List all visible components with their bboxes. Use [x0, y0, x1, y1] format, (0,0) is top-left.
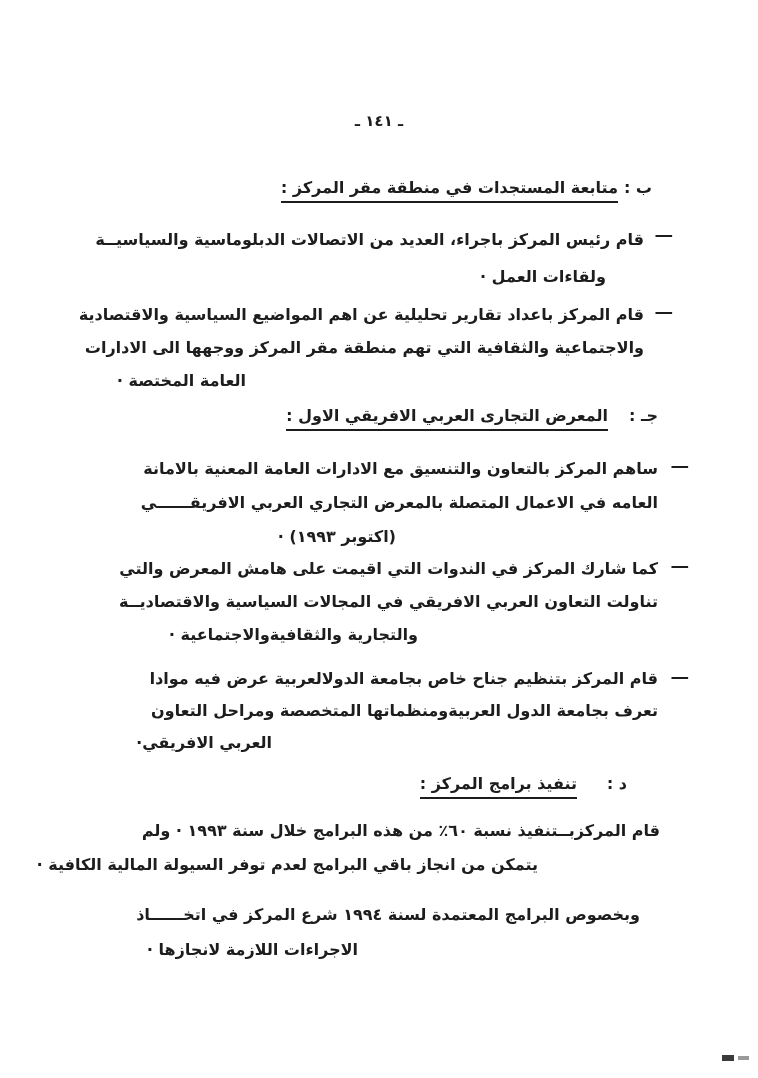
text-line: (اكتوبر ١٩٩٣) · — [277, 527, 396, 546]
section-j-title: المعرض التجارى العربي الافريقي الاول : — [286, 406, 608, 431]
text-line: الاجراءات اللازمة لانجازها · — [146, 940, 358, 959]
text-line: ساهم المركز بالتعاون والتنسيق مع الادارات العامة المعنية بالامانة — [143, 459, 658, 478]
section-j-marker: جـ : — [629, 406, 658, 425]
text-line: تناولت التعاون العربي الافريقي في المجالات السياسية والاقتصاديــة — [119, 592, 658, 611]
paragraph — [37, 814, 660, 882]
bullet-item — [136, 663, 688, 759]
bullet-dash: ـــ — [655, 222, 672, 241]
scan-artifact — [722, 1055, 752, 1063]
bullet-item — [119, 552, 688, 651]
text-line: ولقاءات العمل · — [480, 267, 606, 286]
section-d-marker: د : — [606, 774, 627, 793]
bullet-dash: ـــ — [671, 664, 688, 683]
scan-artifact-mark — [738, 1056, 749, 1060]
paragraph — [136, 897, 640, 967]
bullet-item — [79, 298, 672, 397]
section-b-marker: ب : — [623, 178, 652, 197]
text-line: كما شارك المركز في الندوات التي اقيمت على هامش المعرض والتي — [119, 559, 658, 578]
bullet-dash: ـــ — [655, 299, 672, 318]
bullet-dash: ـــ — [671, 553, 688, 572]
text-line: العربي الافريقي· — [136, 733, 272, 752]
text-line: قام المركز باعداد تقارير تحليلية عن اهم المواضيع السياسية والاقتصادية — [78, 305, 644, 324]
scan-artifact-mark — [722, 1055, 734, 1061]
bullet-item — [95, 221, 672, 295]
bullet-item — [141, 452, 688, 554]
text-line: والاجتماعية والثقافية التي تهم منطقة مقر المركز ووجهها الى الادارات — [84, 338, 644, 357]
text-line: تعرف بجامعة الدول العربيةومنظماتها المتخصصة ومراحل التعاون — [150, 701, 658, 720]
text-line: قام المركزبــتنفيذ نسبة ٦٠٪ من هذه البرامج خلال سنة ١٩٩٣ · ولم — [141, 821, 660, 840]
text-line: قام رئيس المركز باجراء، العديد من الاتصالات الدبلوماسية والسياسيــة — [95, 230, 644, 249]
text-line: العامة المختصة · — [116, 371, 246, 390]
section-d-title: تنفيذ برامج المركز : — [420, 774, 577, 799]
text-line: وبخصوص البرامج المعتمدة لسنة ١٩٩٤ شرع المركز في اتخــــــاذ — [136, 905, 640, 924]
text-line: العامه في الاعمال المتصلة بالمعرض التجاري العربي الافريقــــــي — [140, 493, 658, 512]
section-b-title: متابعة المستجدات في منطقة مقر المركز : — [281, 178, 618, 203]
text-line: يتمكن من انجاز باقي البرامج لعدم توفر السيولة المالية الكافية · — [36, 855, 538, 874]
bullet-dash: ـــ — [671, 453, 688, 472]
text-line: قام المركز بتنظيم جناح خاص بجامعة الدولالعربية عرض فيه موادا — [149, 669, 658, 688]
page-number: ـ ١٤١ ـ — [354, 112, 404, 130]
text-line: والتجارية والثقافيةوالاجتماعية · — [168, 625, 418, 644]
